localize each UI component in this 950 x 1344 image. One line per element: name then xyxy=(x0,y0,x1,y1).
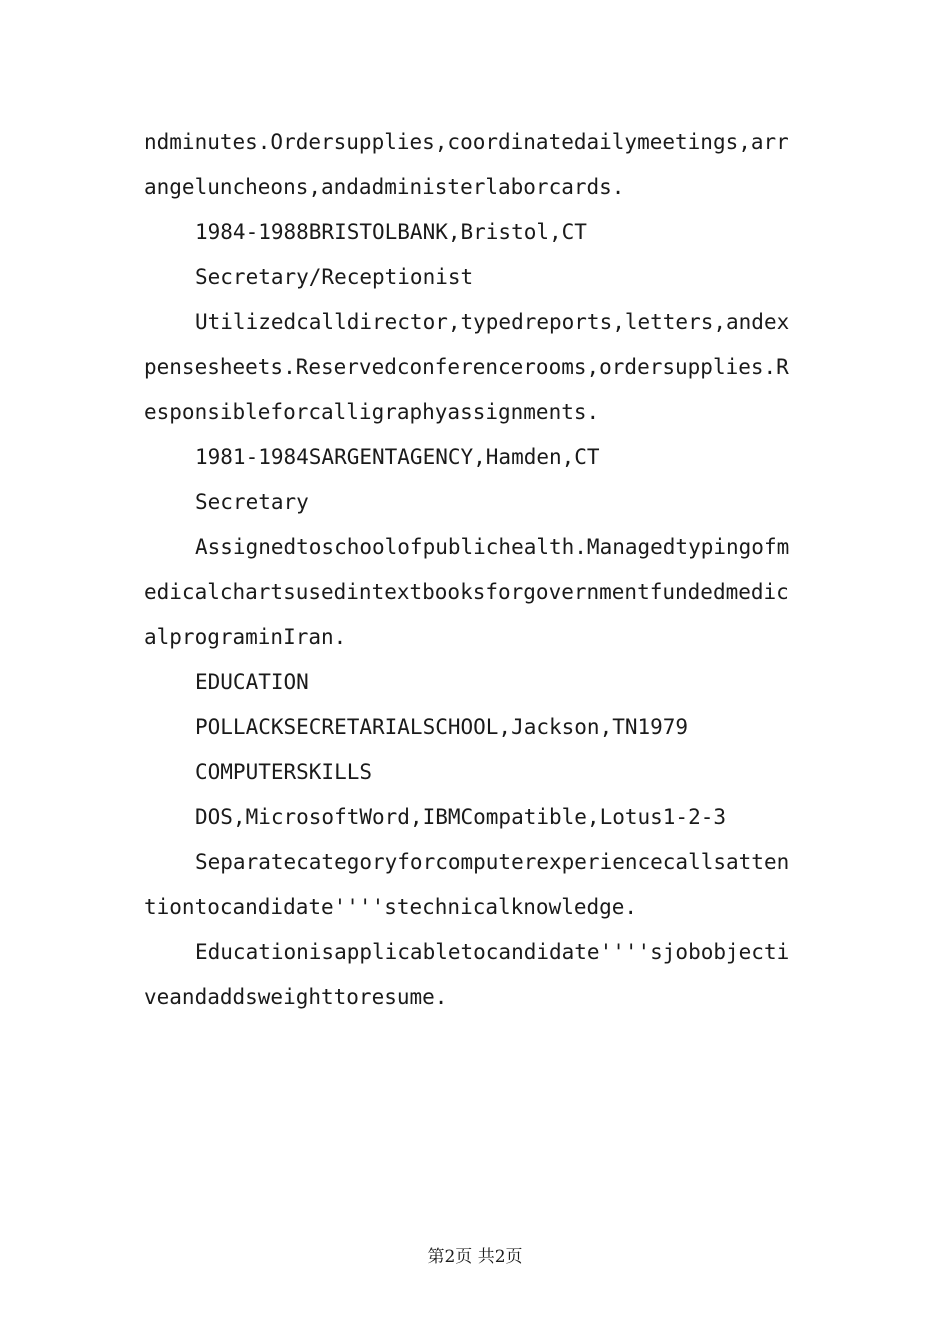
text-line: edicalchartsusedintextbooksforgovernmentfundedmedic xyxy=(144,580,789,604)
section-heading-computer-skills: COMPUTERSKILLS xyxy=(195,760,373,784)
document-body xyxy=(144,120,799,1020)
job-title: Secretary xyxy=(195,490,309,514)
text-line: esponsibleforcalligraphyassignments. xyxy=(144,400,600,424)
school-entry: POLLACKSECRETARIALSCHOOL,Jackson,TN1979 xyxy=(195,715,689,739)
text-line: Assignedtoschoolofpublichealth.Managedtypingofm xyxy=(195,535,790,559)
section-heading-education: EDUCATION xyxy=(195,670,309,694)
text-line: pensesheets.Reservedconferencerooms,ordersupplies.R xyxy=(144,355,789,379)
skills-list: DOS,MicrosoftWord,IBMCompatible,Lotus1-2-3 xyxy=(195,805,727,829)
text-line: Separatecategoryforcomputerexperiencecallsatten xyxy=(195,850,790,874)
text-line: veandaddsweighttoresume. xyxy=(144,985,448,1009)
text-line: alprograminIran. xyxy=(144,625,347,649)
text-line: Utilizedcalldirector,typedreports,letters,andex xyxy=(195,310,790,334)
page-number-footer: 第2页 共2页 xyxy=(427,1247,523,1267)
text-line: angeluncheons,andadministerlaborcards. xyxy=(144,175,625,199)
text-line: Educationisapplicabletocandidate''''sjobobjecti xyxy=(195,940,790,964)
employment-dates-company: 1984-1988BRISTOLBANK,Bristol,CT xyxy=(195,220,587,244)
employment-dates-company: 1981-1984SARGENTAGENCY,Hamden,CT xyxy=(195,445,600,469)
job-title: Secretary/Receptionist xyxy=(195,265,474,289)
text-line: tiontocandidate''''stechnicalknowledge. xyxy=(144,895,638,919)
text-line: ndminutes.Ordersupplies,coordinatedailymeetings,arr xyxy=(144,130,789,154)
